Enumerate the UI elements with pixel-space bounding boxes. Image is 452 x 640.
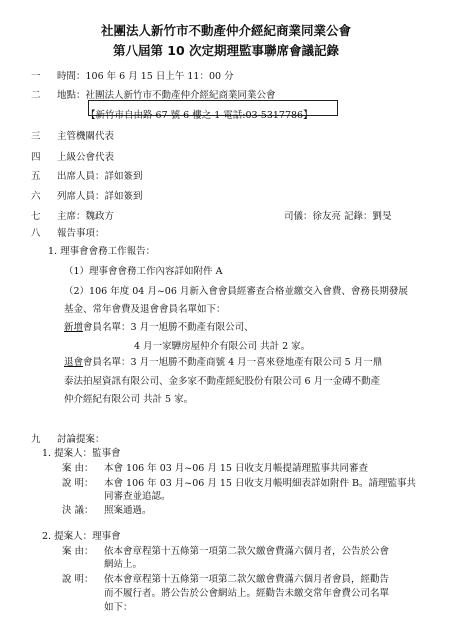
withdrawn-members-label: 退會 [64, 357, 84, 368]
proposal-2-case-cont: 網站上。 [104, 559, 143, 570]
superior-rep: 上級公會代表 [57, 152, 115, 163]
proposal-2-desc-cont-2: 如下： [104, 602, 133, 613]
attendees: 出席人員：詳如簽到 [57, 171, 143, 182]
proposal-2-case-label: 案 由： [62, 546, 94, 557]
chairperson: 主席：魏政方 [57, 211, 115, 222]
withdrawn-members-cont-2: 仲介經紀有限公司 共計 5 家。 [64, 394, 194, 405]
report-sub-1: （1）理事會會務工作內容詳如附件 A [64, 266, 223, 277]
new-members-text: 會員名單：3 月一旭勝不動產有限公司、 [83, 322, 254, 333]
item-number-3: 三 [31, 131, 41, 142]
item-number-6: 六 [31, 191, 41, 202]
meeting-title: 第八屆第 10 次定期理監事聯席會議記錄 [112, 43, 340, 58]
withdrawn-members-cont: 泰法拍屋資訊有限公司、金多家不動產經紀股份有限公司 6 月一金磚不動產 [64, 376, 381, 387]
proposal-2-case: 依本會章程第十五條第一項第二款欠繳會費滿六個月者，公告於公會 [104, 546, 390, 557]
observers: 列席人員：詳如簽到 [57, 191, 143, 202]
proposal-1-resolution: 照案通過。 [104, 505, 152, 516]
proposal-1-desc-label: 說 明： [62, 478, 94, 489]
withdrawn-members-text: 會員名單：3 月一旭勝不動產商號 4 月一喜來登地產有限公司 5 月一鼎 [83, 357, 383, 368]
proposal-1-case: 本會 106 年 03 月~06 月 15 日收支月帳提請理監事共同審查 [104, 463, 368, 474]
item-number-9: 九 [31, 434, 41, 445]
proposal-2-desc-label: 說 明： [62, 574, 94, 585]
proposal-1-desc: 本會 106 年 03 月~06 月 15 日收支月帳明細表詳如附件 B。請理監事共 [104, 478, 416, 489]
item-number-4: 四 [31, 152, 41, 163]
item-number-7: 七 [31, 211, 41, 222]
report-sub-2-cont: 基金、常年會費及退會會員名單如下： [64, 304, 226, 315]
proposal-2-desc-cont: 而不履行者。將公告於公會網站上。經勸告未繳交常年會費公司名單 [104, 588, 390, 599]
proposal-1-desc-cont: 同審查並追認。 [104, 491, 171, 502]
proposal-2-desc: 依本會章程第十五條第一項第二款欠繳會費滿六個月者會員，經勸告 [104, 574, 390, 585]
item-number-1: 一 [31, 71, 41, 82]
address-line: 【新竹市自由路 67 號 6 樓之 1 電話:03-5317786】 [86, 110, 313, 121]
report-sub-2: （2）106 年度 04 月~06 月新入會會員經審查合格並繳交入會費、會務長期發展 [64, 286, 408, 297]
item-number-8: 八 [31, 228, 41, 239]
new-members [64, 322, 254, 334]
proposal-2-proposer: 2. 提案人：理事會 [42, 531, 121, 542]
authority-rep: 主管機關代表 [57, 131, 115, 142]
document-title: 社團法人新竹市不動產仲介經紀商業同業公會 [100, 23, 351, 38]
proposal-1-resolution-label: 決 議： [62, 505, 94, 516]
recorder-info: 司儀：徐友亮 記錄：劉旻 [284, 211, 392, 222]
withdrawn-members [64, 357, 382, 369]
meeting-location: 地點：社團法人新竹市不動產仲介經紀商業同業公會 [57, 90, 276, 101]
new-members-label: 新增 [64, 322, 84, 333]
proposal-1-proposer: 1. 提案人：監事會 [42, 448, 121, 459]
item-number-2: 二 [31, 90, 41, 101]
item-number-5: 五 [31, 171, 41, 182]
new-members-cont: 4 月一家驊房屋仲介有限公司 共計 2 家。 [134, 341, 311, 352]
proposal-1-case-label: 案 由： [62, 463, 94, 474]
meeting-time: 時間：106 年 6 月 15 日上午 11：00 分 [57, 71, 234, 82]
report-item-1: 1. 理事會會務工作報告： [48, 246, 156, 257]
report-heading: 報告事項： [57, 228, 105, 239]
discussion-heading: 討論提案： [57, 434, 105, 445]
